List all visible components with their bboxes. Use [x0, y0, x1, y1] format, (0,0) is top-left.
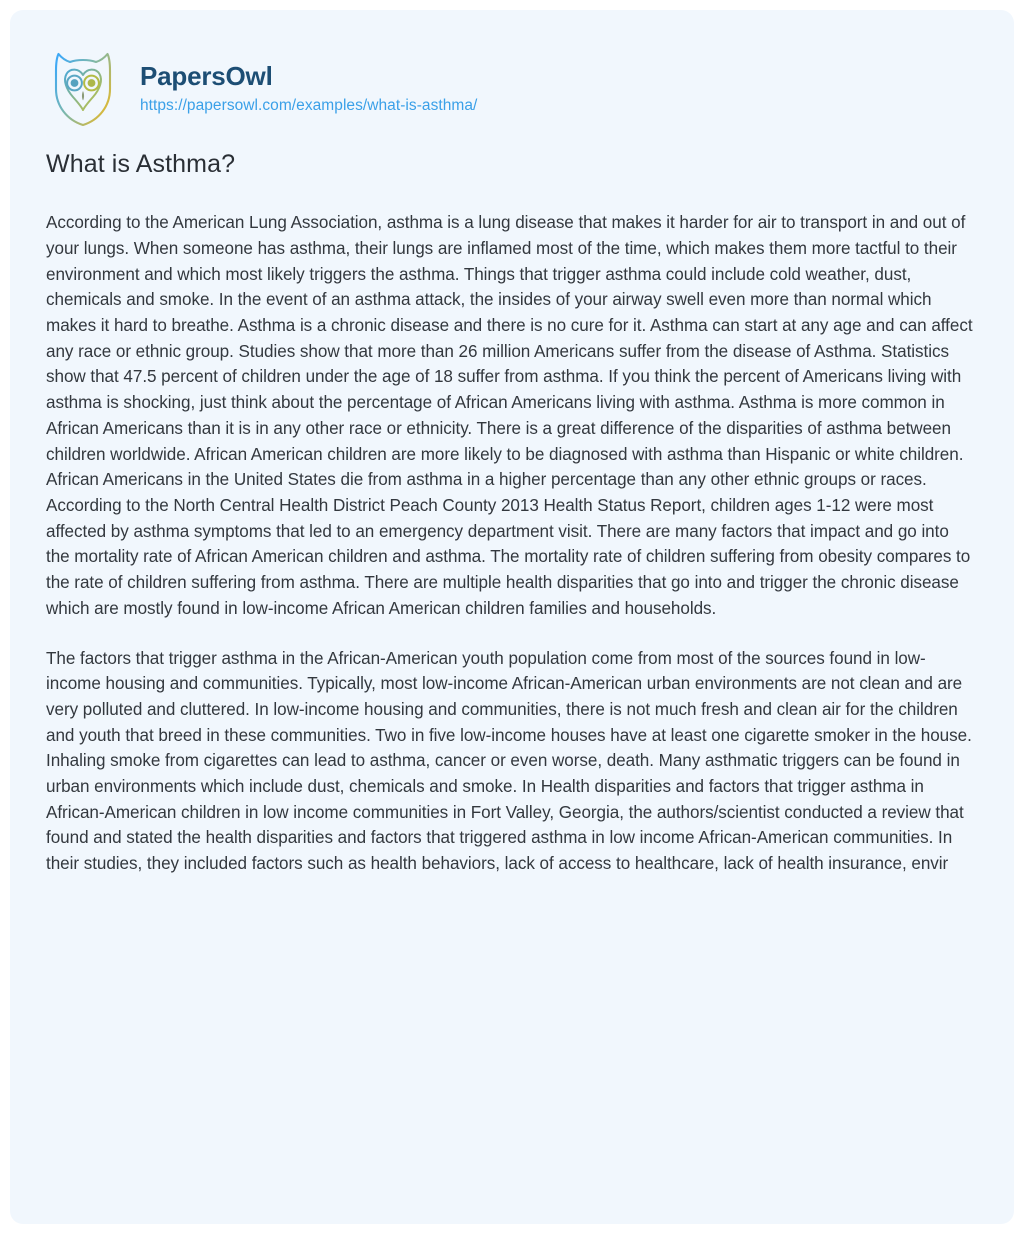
- owl-logo-icon: [50, 49, 116, 127]
- page-title: What is Asthma?: [46, 150, 236, 178]
- article: [10, 127, 1014, 877]
- page-card: [10, 10, 1014, 1224]
- site-header: [10, 10, 1014, 127]
- brand-name: PapersOwl: [140, 61, 273, 92]
- article-body: [46, 210, 974, 877]
- source-url-link[interactable]: https://papersowl.com/examples/what-is-asthma/: [140, 97, 478, 115]
- brand-text-block: [140, 60, 477, 115]
- article-paragraph: According to the American Lung Association, asthma is a lung disease that makes it harder for air to transport in and out of your lungs. When someone has asthma, their lungs are inflamed most of the time, which makes them more tactful to their environment and which most likely triggers the asthma. Things that trigger asthma could include cold weather, dust, chemicals and smoke. In the event of an asthma attack, the insides of your airway swell even more than normal which makes it hard to breathe. Asthma is a chronic disease and there is no cure for it. Asthma can start at any age and can affect any race or ethnic group. Studies show that more than 26 million Americans suffer from the disease of Asthma. Statistics show that 47.5 percent of children under the age of 18 suffer from asthma. If you think the percent of Americans living with asthma is shocking, just think about the percentage of African Americans living with asthma. Asthma is more common in African Americans than it is in any other race or ethnicity. There is a great difference of the disparities of asthma between children worldwide. African American children are more likely to be diagnosed with asthma than Hispanic or white children. African Americans in the United States die from asthma in a higher percentage than any other ethnic groups or races. According to the North Central Health District Peach County 2013 Health Status Report, children ages 1-12 were most affected by asthma symptoms that led to an emergency department visit. There are many factors that impact and go into the mortality rate of African American children and asthma. The mortality rate of children suffering from obesity compares to the rate of children suffering from asthma. There are multiple health disparities that go into and trigger the chronic disease which are mostly found in low-income African American children families and households.: [46, 213, 973, 618]
- article-paragraph: The factors that trigger asthma in the African-American youth population come from most of the sources found in low-income housing and communities. Typically, most low-income African-American urban environments are not clean and are very polluted and cluttered. In low-income housing and communities, there is not much fresh and clean air for the children and youth that breed in these communities. Two in five low-income houses have at least one cigarette smoker in the house. Inhaling smoke from cigarettes can lead to asthma, cancer or even worse, death. Many asthmatic triggers can be found in urban environments which include dust, chemicals and smoke. In Health disparities and factors that trigger asthma in African-American children in low income communities in Fort Valley, Georgia, the authors/scientist conducted a review that found and stated the health disparities and factors that triggered asthma in low income African-American communities. In their studies, they included factors such as health behaviors, lack of access to healthcare, lack of health insurance, envir: [46, 648, 972, 874]
